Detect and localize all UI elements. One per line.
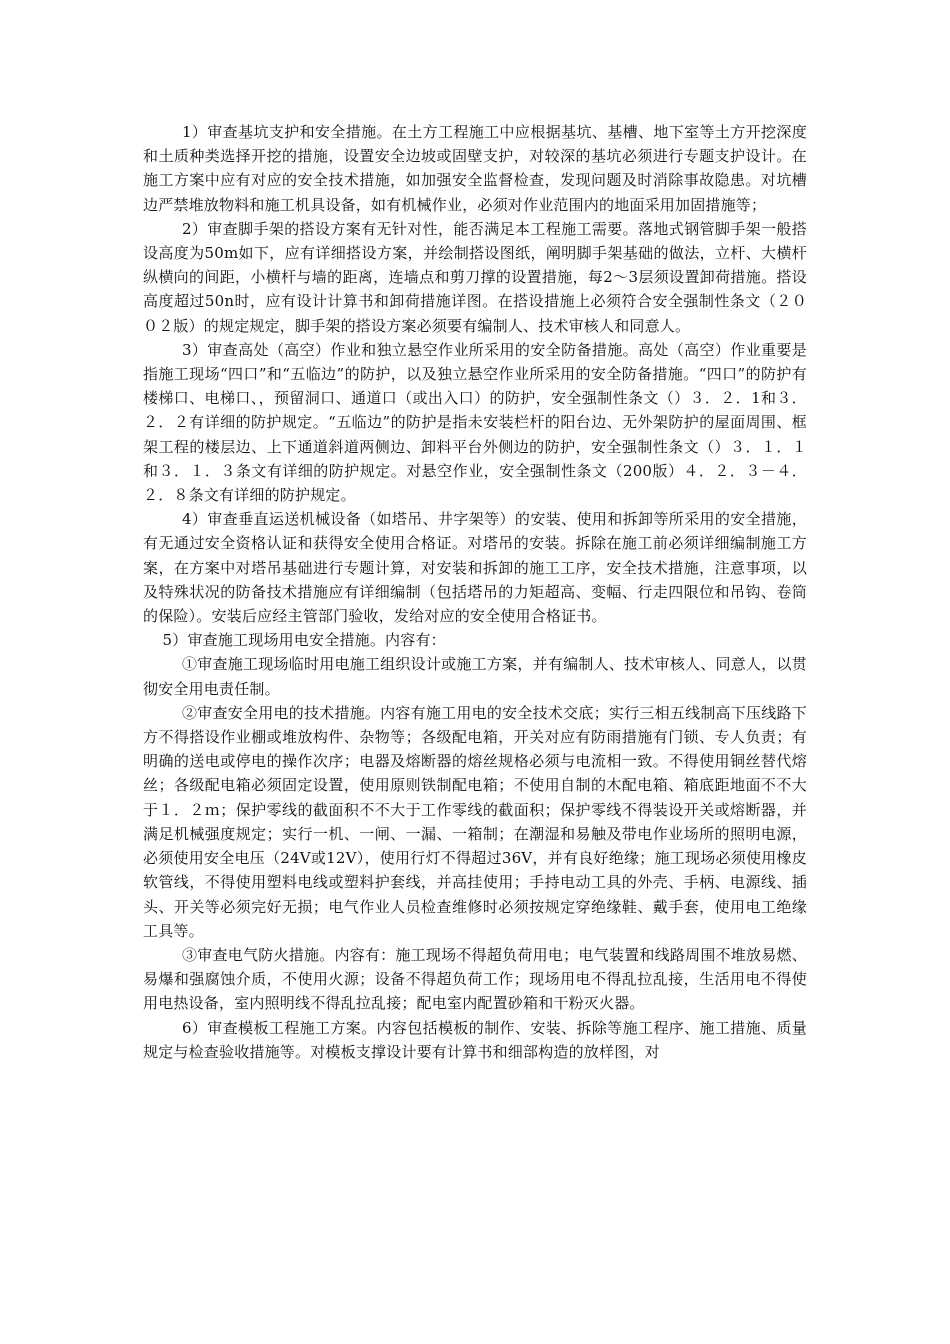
paragraph-electrical-safety-heading: 5）审查施工现场用电安全措施。内容有： <box>162 631 446 650</box>
paragraph-work-at-height: 3）审查高处（高空）作业和独立悬空作业所采用的安全防备措施。高处（高空）作业重要是指施工现场“四口”和“五临边”的防护，以及独立悬空作业所采用的安全防备措施。“四口”的防护有楼梯口、电梯口、，预留洞口、通道口（或出入口）的防护，安全强制性条文（）３．２．1和３．２．２有详细的防护规定。“五临边”的防护是指未安装栏杆的阳台边、无外架防护的屋面周围、框架工程的楼层边、上下通道斜道两侧边、卸料平台外侧边的防护，安全强制性条文（）３．１．１和３．１．３条文有详细的防护规定。对悬空作业，安全强制性条文（200版）４．２．３－４．２．８条文有详细的防护规定。 <box>143 340 807 505</box>
document-body <box>143 120 807 1064</box>
paragraph-vertical-transport: 4）审查垂直运送机械设备（如塔吊、井字架等）的安装、使用和拆卸等所采用的安全措施，有无通过安全资格认证和获得安全使用合格证。对塔吊的安装。拆除在施工前必须详细编制施工方案，在方案中对塔吊基础进行专题计算，对安装和拆卸的施工工序，安全技术措施，注意事项，以及特殊状况的防备技术措施应有详细编制（包括塔吊的力矩超高、变幅、行走四限位和吊钩、卷筒的保险）。安装后应经主管部门验收，发给对应的安全使用合格证书。 <box>143 510 807 626</box>
paragraph-scaffolding-plan: 2）审查脚手架的搭设方案有无针对性，能否满足本工程施工需要。落地式钢管脚手架一般搭设高度为50m如下，应有详细搭设方案，并绘制搭设图纸，阐明脚手架基础的做法，立杆、大横杆纵横向的间距，小横杆与墙的距离，连墙点和剪刀撑的设置措施，每2～3层须设置卸荷措施。搭设高度超过50n时，应有设计计算书和卸荷措施详图。在搭设措施上必须符合安全强制性条文（２００２版）的规定规定，脚手架的搭设方案必须要有编制人、技术审核人和同意人。 <box>143 219 807 335</box>
paragraph-temporary-power-plan: ①审查施工现场临时用电施工组织设计或施工方案，并有编制人、技术审核人、同意人，以贯彻安全用电责任制。 <box>143 655 807 698</box>
paragraph-electrical-technical-measures: ②审查安全用电的技术措施。内容有施工用电的安全技术交底；实行三相五线制高下压线路下方不得搭设作业棚或堆放构件、杂物等；各级配电箱，开关对应有防雨措施有门锁、专人负责；有明确的送电或停电的操作次序；电器及熔断器的熔丝规格必须与电流相一致。不得使用铜丝替代熔丝；各级配电箱必须固定设置，使用原则铁制配电箱；不使用自制的木配电箱、箱底距地面不不大于１．２ｍ；保护零线的截面积不不大于工作零线的截面积；保护零线不得装设开关或熔断器，并满足机械强度规定；实行一机、一闸、一漏、一箱制；在潮湿和易触及带电作业场所的照明电源，必须使用安全电压（24V或12V），使用行灯不得超过36V，并有良好绝缘；施工现场必须使用橡皮软管线，不得使用塑料电线或塑料护套线，并高挂使用；手持电动工具的外壳、手柄、电源线、插头、开关等必须完好无损；电气作业人员检查维修时必须按规定穿绝缘鞋、戴手套，使用电工绝缘工具等。 <box>143 703 807 940</box>
paragraph-formwork-plan: 6）审查模板工程施工方案。内容包括模板的制作、安装、拆除等施工程序、施工措施、质量规定与检查验收措施等。对模板支撑设计要有计算书和细部构造的放样图，对 <box>143 1018 807 1061</box>
paragraph-electrical-fire-prevention: ③审查电气防火措施。内容有：施工现场不得超负荷用电；电气装置和线路周围不堆放易燃、易爆和强腐蚀介质，不使用火源；设备不得超负荷工作；现场用电不得乱拉乱接，生活用电不得使用电热设备，室内照明线不得乱拉乱接；配电室内配置砂箱和干粉灭火器。 <box>143 945 807 1013</box>
paragraph-foundation-pit-support: 1）审查基坑支护和安全措施。在土方工程施工中应根据基坑、基槽、地下室等土方开挖深度和土质种类选择开挖的措施，设置安全边坡或固壁支护，对较深的基坑必须进行专题支护设计。在施工方案中应有对应的安全技术措施，如加强安全监督检查，发现问题及时消除事故隐患。对坑槽边严禁堆放物料和施工机具设备，如有机械作业，必须对作业范围内的地面采用加固措施等； <box>143 123 807 214</box>
